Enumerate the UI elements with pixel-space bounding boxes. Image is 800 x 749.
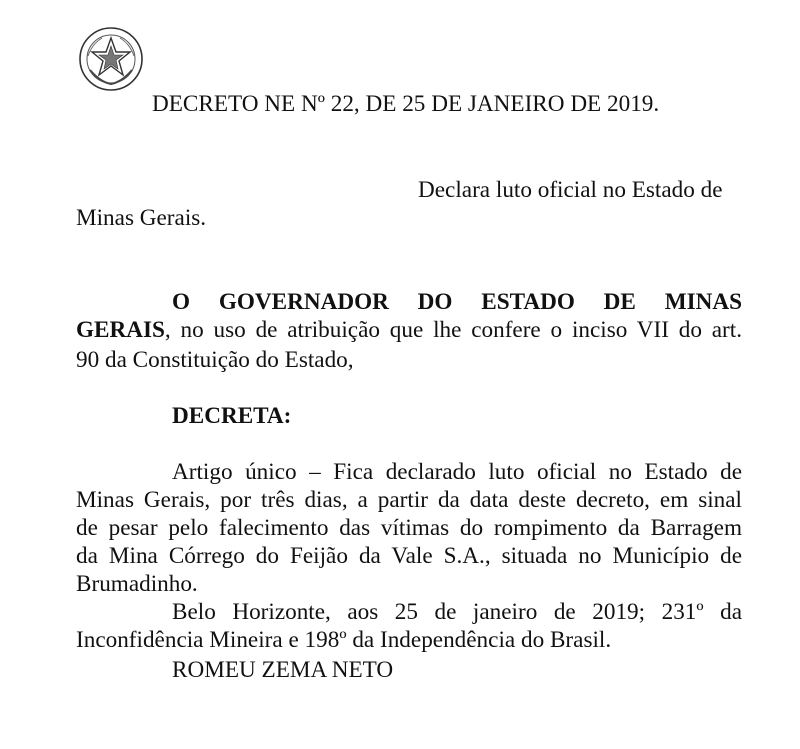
article-line-5: Brumadinho. [76,571,198,597]
closing-line-2: Inconfidência Mineira e 198º da Independência do Brasil. [76,627,612,653]
preamble-bold-word: GERAIS [76,317,165,343]
article-line-1: Artigo único – Fica declarado luto oficial no Estado de [172,459,742,485]
state-seal-logo [78,26,144,92]
signature: ROMEU ZEMA NETO [172,657,394,683]
ementa-line-2: Minas Gerais. [76,205,207,231]
ementa-line-1: Declara luto oficial no Estado de [418,177,723,203]
preamble-line-3: 90 da Constituição do Estado, [76,347,354,373]
article-line-4: da Mina Córrego do Feijão da Vale S.A., situada no Município de [76,543,742,569]
article-line-3: de pesar pelo falecimento das vítimas do rompimento da Barragem [76,515,742,541]
preamble-line-2 [76,316,742,344]
decree-title: DECRETO NE Nº 22, DE 25 DE JANEIRO DE 2019. [152,91,660,117]
preamble-line-2-text: , no uso de atribuição que lhe confere o inciso VII do art. [164,317,742,343]
article-line-2: Minas Gerais, por três dias, a partir da data deste decreto, em sinal [76,487,742,513]
decreta-heading: DECRETA: [172,403,292,429]
preamble-line-1: O GOVERNADOR DO ESTADO DE MINAS [172,289,742,315]
closing-line-1: Belo Horizonte, aos 25 de janeiro de 2019; 231º da [172,599,742,625]
